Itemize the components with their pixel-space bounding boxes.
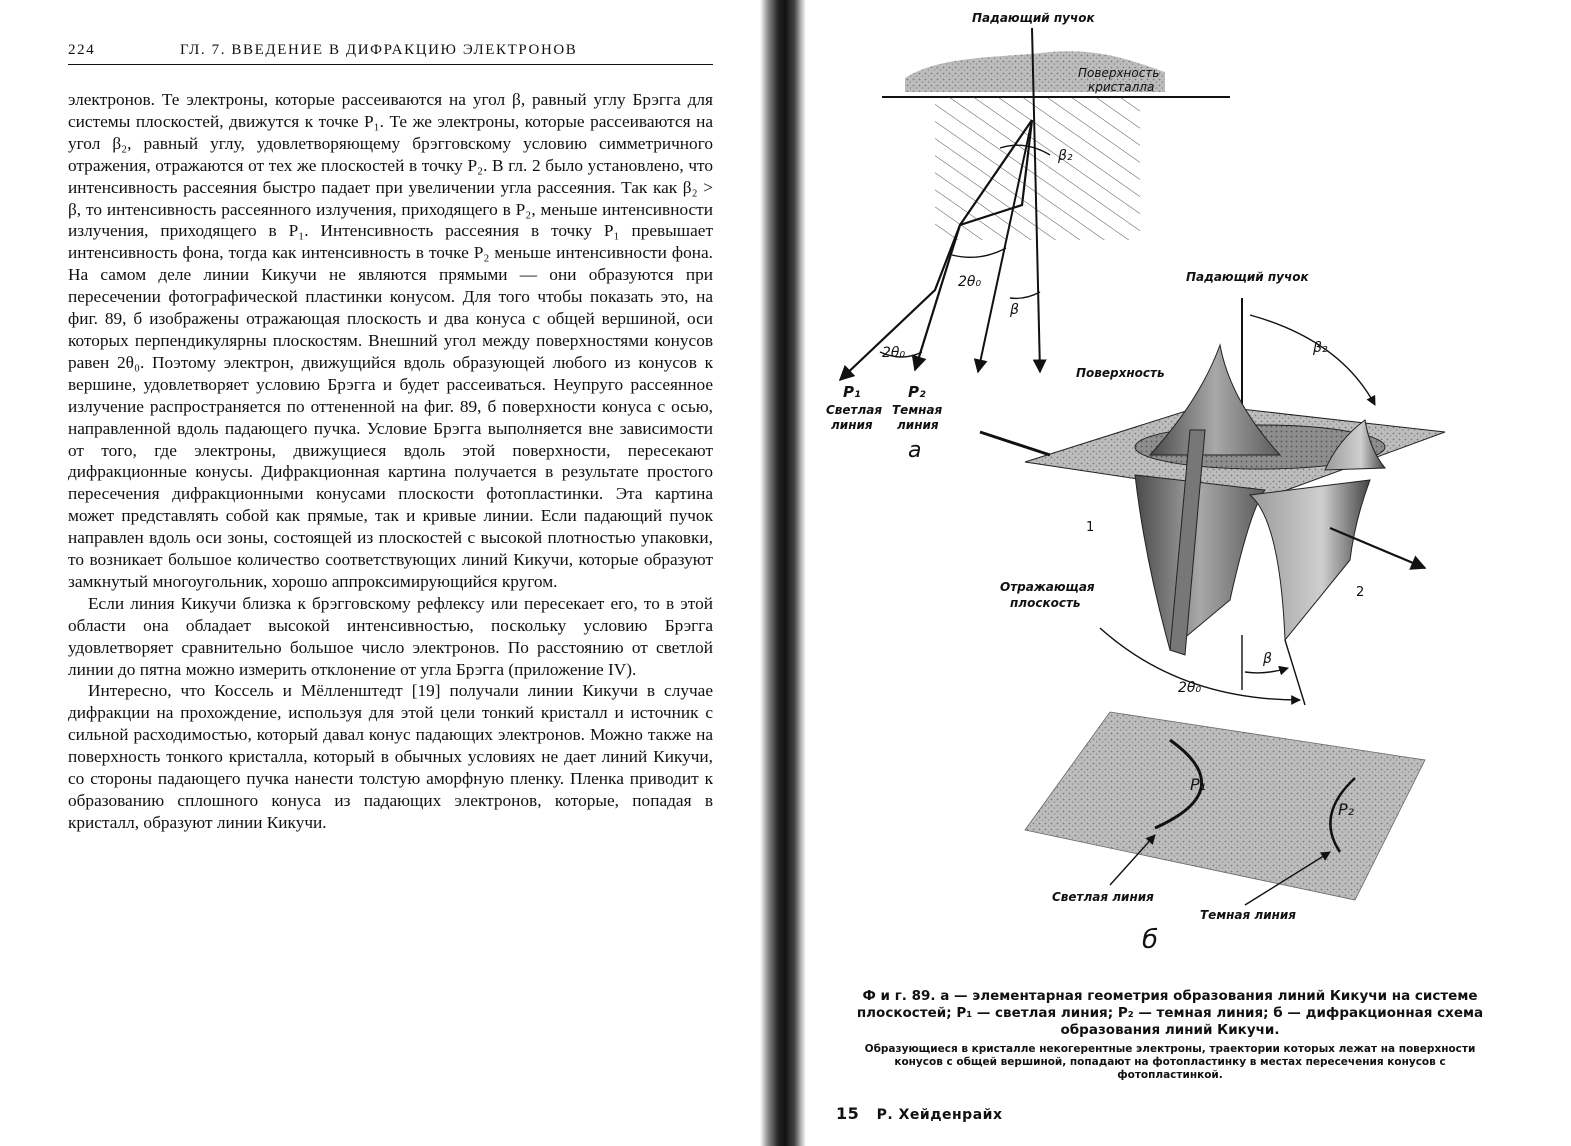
label-light-line-b: Светлая линия — [1052, 890, 1154, 904]
label-letter-a: a — [908, 438, 922, 463]
cone-1-lower — [1135, 475, 1265, 650]
beta2-arc-b — [1250, 315, 1375, 405]
label-light-line-a-2: линия — [831, 418, 873, 432]
paragraph-2: Если линия Кикучи близка к брэгговскому рефлексу или пересекает его, то в этой области она обладает высокой интенсивностью, поскольку условию Брэгга удовлетворяет сравнительно большое число электронов. По расстоянию от светлой линии до пятна можно измерить отклонение от угла Брэгга (приложение IV). — [68, 593, 713, 679]
label-p2-b: P₂ — [1338, 800, 1355, 819]
photographic-plate — [1025, 712, 1425, 900]
label-surface-b: Поверхность — [1076, 366, 1165, 380]
figure-89 — [810, 0, 1571, 990]
book-gutter-shadow — [760, 0, 806, 1146]
body-text — [68, 89, 713, 834]
signature-number: 15 — [836, 1104, 860, 1123]
signature-footer — [836, 1104, 1002, 1123]
label-p1-a: P₁ — [843, 383, 861, 401]
label-beta2-b: β₂ — [1313, 340, 1328, 356]
label-p2-a: P₂ — [908, 383, 926, 401]
label-dark-line-b: Темная линия — [1200, 908, 1297, 922]
label-two-theta-upper: 2θ₀ — [958, 274, 982, 290]
caption-main: Ф и г. 89. а — элементарная геометрия образования линий Кикучи на системе плоскостей; P₁ — светлая линия; P₂ — темная линия; б — дифракционная схема образования линий Кикучи. — [856, 988, 1484, 1038]
label-dark-line-a-2: линия — [897, 418, 939, 432]
label-reflecting-plane-2: плоскость — [1010, 596, 1081, 610]
caption-note: Образующиеся в кристалле некогерентные электроны, траектории которых лежат на поверхности конусов с общей вершиной, попадают на фотопластинку в местах пересечения конусов с фотопластинкой. — [864, 1043, 1476, 1081]
label-incident-beam-a: Падающий пучок — [972, 11, 1095, 25]
page-number: 224 — [68, 42, 96, 58]
signature-author: Р. Хейденрайх — [876, 1107, 1003, 1123]
running-head — [68, 42, 713, 65]
cone-axis-left — [980, 432, 1050, 455]
label-incident-beam-b: Падающий пучок — [1186, 270, 1309, 284]
two-theta-arc-upper — [952, 248, 1006, 257]
label-p1-b: P₁ — [1190, 775, 1207, 794]
label-cone-2: 2 — [1356, 585, 1365, 600]
beta-arc-a — [1010, 292, 1040, 298]
label-surface-a-1: Поверхность — [1078, 66, 1160, 80]
label-letter-b: б — [1142, 925, 1159, 955]
cone-1-upper — [1150, 345, 1280, 455]
label-cone-1: 1 — [1086, 520, 1095, 535]
cone-2-lower — [1250, 480, 1370, 640]
label-light-line-a-1: Светлая — [826, 403, 883, 417]
label-surface-a-2: кристалла — [1088, 80, 1155, 94]
label-two-theta-lower: 2θ₀ — [882, 345, 906, 361]
beta-arc-b — [1245, 668, 1288, 673]
angle-guide-2 — [1285, 640, 1305, 705]
label-beta-b: β — [1263, 651, 1272, 667]
paragraph-1: электронов. Те электроны, которые рассеиваются на угол β, равный углу Брэгга для системы плоскостей, движутся к точке P₁. Те же электроны, которые рассеиваются на угол β₂, равный углу, удовлетворяющему брэгговскому условию симметричного отражения, отражаются от тех же плоскостей в точку P₂. В гл. 2 было установлено, что интенсивность рассеяния быстро падает при увеличении угла рассеяния. Так как β₂ > β, то интенсивность рассеянного излучения, приходящего в P₂, меньше интенсивности излучения, приходящего в P₁. Интенсивность рассеяния в точку P₁ превышает интенсивность фона, тогда как интенсивность в точке P₂ меньше интенсивности фона. На самом деле линии Кикучи не являются прямыми — они образуются при пересечении фотографической пластинки конусом. Для того чтобы показать это, на фиг. 89, б изображены отражающая плоскость и два конуса с общей вершиной, оси которых перпендикулярны плоскостям. Внешний угол между поверхностями конусов равен 2θ₀. Поэтому электрон, движущийся вдоль образующей любого из конусов к вершине, удовлетворяет условию Брэгга и будет рассеиваться. Неупруго рассеянное излучение распространяется по оттененной на фиг. 89, б поверхности конуса с осью, направленной вдоль падающего пучка. Условие Брэгга выполняется вне зависимости от того, где электроны, движущиеся вдоль этой поверхности, пересекают дифракционные конусы. Дифракционная картина получается в результате простого пересечения дифракционными конусами плоскости фотопластинки. Эта картина может представлять собой как прямые, так и кривые линии. Если падающий пучок направлен вдоль оси зоны, состоящей из плоскостей с высокой плотностью упаковки, то возникает большое количество соответствующих линий Кикучи, которые образуют замкнутый многоугольник, хорошо аппроксимирующийся кругом. — [68, 90, 713, 591]
label-two-theta-b: 2θ₀ — [1178, 680, 1202, 696]
label-beta-a: β — [1010, 302, 1019, 318]
label-beta2-a: β₂ — [1058, 148, 1073, 164]
left-page — [0, 0, 760, 1146]
label-reflecting-plane-1: Отражающая — [1000, 580, 1095, 594]
figure-drawing — [810, 0, 1571, 990]
paragraph-3: Интересно, что Коссель и Мёлленштедт [19] получали линии Кикучи в случае дифракции на прохождение, используя для этой цели тонкий кристалл и источник с сильной расходимостью, который давал конус падающих электронов. Можно также на поверхность тонкого кристалла, который в обычных условиях не дает линий Кикучи, со стороны падающего пучка нанести толстую аморфную пленку. Пленка приводит к образованию сплошного конуса из падающих электронов, которые, попадая в кристалл, образуют линии Кикучи. — [68, 681, 713, 832]
chapter-title: ГЛ. 7. ВВЕДЕНИЕ В ДИФРАКЦИЮ ЭЛЕКТРОНОВ — [180, 42, 578, 58]
figure-caption — [850, 988, 1490, 1082]
label-dark-line-a-1: Темная — [892, 403, 943, 417]
